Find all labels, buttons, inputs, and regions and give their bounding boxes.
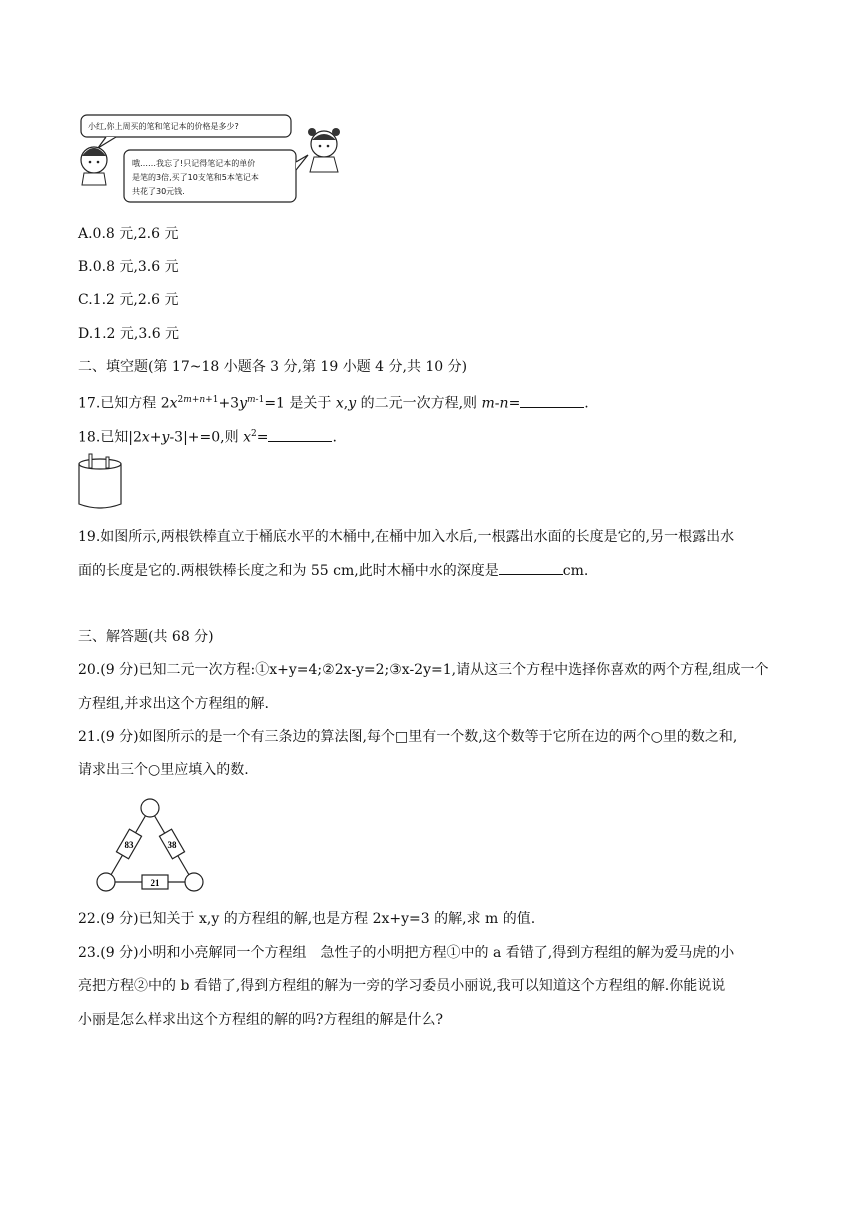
option-d: D.1.2 元,3.6 元 xyxy=(78,326,180,342)
circle-right xyxy=(185,873,203,891)
comic-illustration xyxy=(76,110,346,210)
question-19-line2: 面的长度是它的.两根铁棒长度之和为 55 cm,此时木桶中水的深度是 cm. xyxy=(78,563,589,579)
question-23-line3: 小丽是怎么样求出这个方程组的解的吗?方程组的解是什么? xyxy=(78,1012,444,1028)
iron-bar-left-icon xyxy=(89,454,92,468)
answer-blank-18[interactable] xyxy=(268,429,332,442)
question-23-line2: 亮把方程②中的 b 看错了,得到方程组的解为一旁的学习委员小丽说,我可以知道这个方程组的解.你能说说 xyxy=(78,978,726,994)
box-right-value: 38 xyxy=(167,840,177,850)
question-20-line1: 20.(9 分)已知二元一次方程:①x+y=4;②2x-y=2;③x-2y=1,请从这三个方程中选择你喜欢的两个方程,组成一个 xyxy=(78,662,769,678)
question-17: 17.已知方程 $2x^{2m+n+1}+3y^{m-1}=1$ 是关于 x,y 的二元一次方程,则 m-n= . xyxy=(78,395,589,412)
question-21-line1: 21.(9 分)如图所示的是一个有三条边的算法图,每个□里有一个数,这个数等于它所在边的两个○里的数之和, xyxy=(78,729,738,745)
question-22: 22.(9 分)已知关于 x,y 的方程组的解,也是方程 2x+y=3 的解,求 m 的值. xyxy=(78,911,536,927)
answer-blank-19[interactable] xyxy=(499,562,563,575)
circle-top xyxy=(141,799,159,817)
boy-figure-icon xyxy=(81,147,107,185)
bubble2-line3: 共花了30元钱. xyxy=(132,187,185,196)
box-left-value: 83 xyxy=(124,840,134,850)
bubble1-text: 小红,你上周买的笔和笔记本的价格是多少? xyxy=(88,122,239,131)
answer-blank-17[interactable] xyxy=(520,395,584,408)
question-20-line2: 方程组,并求出这个方程组的解. xyxy=(78,696,269,712)
section2-title: 二、填空题(第 17~18 小题各 3 分,第 19 小题 4 分,共 10 分) xyxy=(78,359,468,375)
question-23-line1: 23.(9 分)小明和小亮解同一个方程组 急性子的小明把方程①中的 a 看错了,得到方程组的解为爱马虎的小 xyxy=(78,945,735,961)
question-21-line2: 请求出三个○里应填入的数. xyxy=(78,762,249,778)
question-19-line1: 19.如图所示,两根铁棒直立于桶底水平的木桶中,在桶中加入水后,一根露出水面的长度是它的,另一根露出水 xyxy=(78,529,735,545)
girl-figure-icon xyxy=(308,128,340,172)
option-c: C.1.2 元,2.6 元 xyxy=(78,292,179,308)
option-b: B.0.8 元,3.6 元 xyxy=(78,259,179,275)
triangle-diagram xyxy=(92,796,208,896)
bubble2-line1: 哦……我忘了!只记得笔记本的单价 xyxy=(132,159,256,168)
circle-left xyxy=(97,873,115,891)
box-bottom-value: 21 xyxy=(150,878,160,888)
section3-title: 三、解答题(共 68 分) xyxy=(78,629,214,645)
iron-bar-right-icon xyxy=(106,457,109,468)
bubble2-line2: 是笔的3倍,买了10支笔和5本笔记本 xyxy=(132,173,259,182)
bucket-figure xyxy=(76,452,126,512)
question-18: 18.已知|2x+y-3|+=0,则 $x^2=$ . xyxy=(78,429,337,446)
option-a: A.0.8 元,2.6 元 xyxy=(78,226,179,242)
